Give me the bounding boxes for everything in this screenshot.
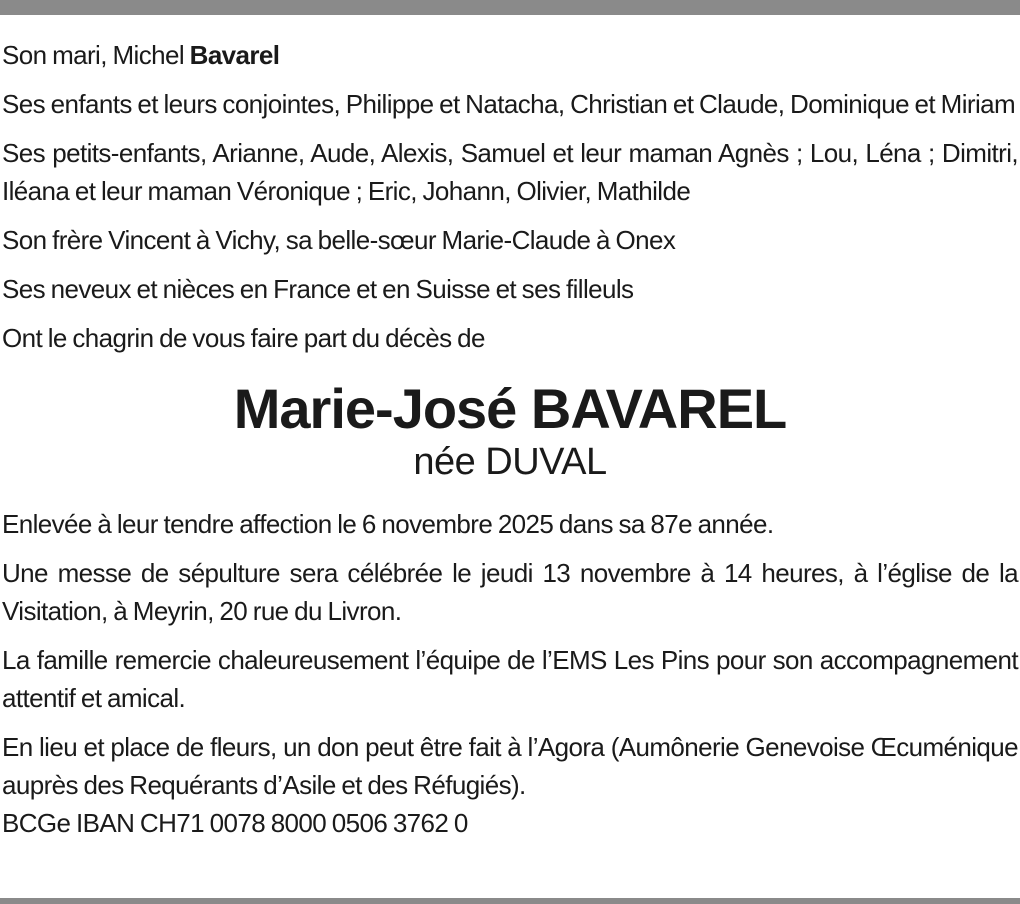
husband-surname: Bavarel xyxy=(189,40,280,70)
iban-line: BCGe IBAN CH71 0078 8000 0506 3762 0 xyxy=(2,808,468,838)
siblings-line: Son frère Vincent à Vichy, sa belle-sœur Marie-Claude à Onex xyxy=(2,225,676,255)
donation-block xyxy=(2,728,1018,842)
deceased-name-block xyxy=(2,379,1018,485)
children-line: Ses enfants et leurs conjointes, Philippe et Natacha, Christian et Claude, Dominique et Miriam xyxy=(2,89,1016,119)
top-border xyxy=(0,0,1020,15)
thanks-line: La famille remercie chaleureusement l’équipe de l’EMS Les Pins pour son accompagnement attentif et amical. xyxy=(2,645,1018,713)
husband-line xyxy=(2,36,1018,74)
donation-line: En lieu et place de fleurs, un don peut être fait à l’Agora (Aumônerie Genevoise Œcuménique auprès des Requérants d’Asile et des Réfugiés). xyxy=(2,732,1018,800)
ceremony-line: Une messe de sépulture sera célébrée le jeudi 13 novembre à 14 heures, à l’église de la Visitation, à Meyrin, 20 rue du Livron. xyxy=(2,558,1018,626)
bottom-border xyxy=(0,898,1020,904)
obituary-notice xyxy=(2,36,1018,848)
deceased-maiden-name: née DUVAL xyxy=(413,441,607,483)
nephews-line: Ses neveux et nièces en France et en Suisse et ses filleuls xyxy=(2,274,634,304)
husband-prefix: Son mari, Michel xyxy=(2,40,190,70)
announcement-line: Ont le chagrin de vous faire part du décès de xyxy=(2,323,485,353)
deceased-name: Marie-José BAVAREL xyxy=(233,377,787,440)
passing-line: Enlevée à leur tendre affection le 6 novembre 2025 dans sa 87e année. xyxy=(2,509,774,539)
grandchildren-line: Ses petits-enfants, Arianne, Aude, Alexis, Samuel et leur maman Agnès ; Lou, Léna ; Dimitri, Iléana et leur maman Véronique ; Eric, Johann, Olivier, Mathilde xyxy=(2,138,1018,206)
